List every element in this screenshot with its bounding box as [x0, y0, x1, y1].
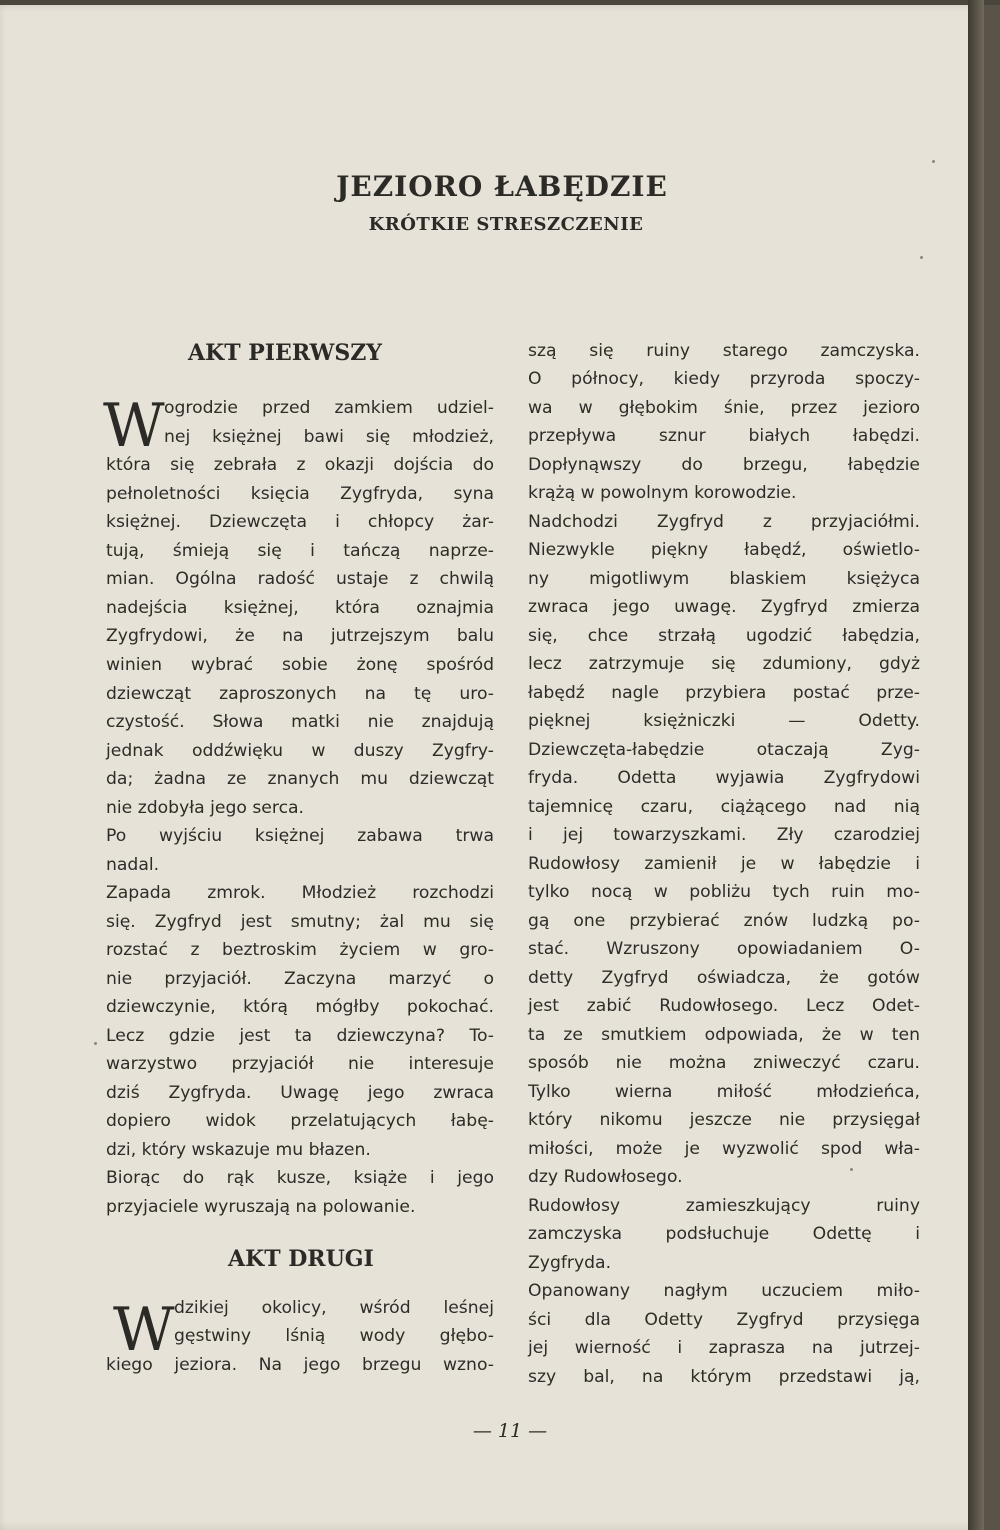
paper-speck	[932, 160, 935, 163]
page-number: — 11 —	[472, 1420, 548, 1442]
text-line: miłości, może je wyzwolić spod wła-	[528, 1139, 920, 1159]
text-line: Nadchodzi Zygfryd z przyjaciółmi.	[528, 512, 920, 532]
text-line: kiego jeziora. Na jego brzegu wzno-	[106, 1355, 494, 1375]
text-line: dziś Zygfryda. Uwagę jego zwraca	[106, 1083, 494, 1103]
text-line: dzikiej okolicy, wśród leśnej	[174, 1298, 494, 1318]
text-line: przyjaciele wyruszają na polowanie.	[106, 1197, 416, 1217]
act-one-heading: AKT PIERWSZY	[188, 340, 382, 366]
text-line: wa w głębokim śnie, przez jezioro	[528, 398, 920, 418]
text-line: Opanowany nagłym uczuciem miło-	[528, 1281, 920, 1301]
text-line: jest zabić Rudowłosego. Lecz Odet-	[528, 996, 920, 1016]
text-line: krążą w powolnym korowodzie.	[528, 483, 797, 503]
text-line: Dopłynąwszy do brzegu, łabędzie	[528, 455, 920, 475]
paper-speck	[850, 1168, 853, 1171]
text-line: stać. Wzruszony opowiadaniem O-	[528, 939, 920, 959]
page-subtitle: KRÓTKIE STRESZCZENIE	[368, 214, 644, 235]
text-line: Zapada zmrok. Młodzież rozchodzi	[106, 883, 494, 903]
text-line: który nikomu jeszcze nie przysięgał	[528, 1110, 920, 1130]
text-line: ny migotliwym blaskiem księżyca	[528, 569, 920, 589]
text-line: ta ze smutkiem odpowiada, że w ten	[528, 1025, 920, 1045]
text-line: Tylko wierna miłość młodzieńca,	[528, 1082, 920, 1102]
text-line: da; żadna ze znanych mu dziewcząt	[106, 769, 494, 789]
text-line: rozstać z beztroskim życiem w gro-	[106, 940, 494, 960]
paper-speck	[94, 1042, 97, 1045]
text-line: warzystwo przyjaciół nie interesuje	[106, 1054, 494, 1074]
text-line: księżnej. Dziewczęta i chłopcy żar-	[106, 512, 494, 532]
text-line: nie zdobyła jego serca.	[106, 798, 305, 818]
paper-speck	[920, 256, 923, 259]
text-line: mian. Ogólna radość ustaje z chwilą	[106, 569, 494, 589]
text-line: która się zebrała z okazji dojścia do	[106, 455, 494, 475]
text-line: Zygfrydowi, że na jutrzejszym balu	[106, 626, 494, 646]
text-line: tajemnicę czaru, ciążącego nad nią	[528, 797, 920, 817]
text-line: pełnoletności księcia Zygfryda, syna	[106, 484, 494, 504]
text-line: szą się ruiny starego zamczyska.	[528, 341, 920, 361]
text-line: ogrodzie przed zamkiem udziel-	[164, 398, 494, 418]
text-line: Zygfryda.	[528, 1253, 612, 1273]
text-line: dziewcząt zaproszonych na tę uro-	[106, 684, 494, 704]
text-line: się, chce strzałą ugodzić łabędzia,	[528, 626, 920, 646]
text-line: jednak oddźwięku w duszy Zygfry-	[106, 741, 494, 761]
text-line: tują, śmieją się i tańczą naprze-	[106, 541, 494, 561]
text-line: detty Zygfryd oświadcza, że gotów	[528, 968, 920, 988]
act-one-dropcap: W	[103, 391, 165, 461]
act-two-heading: AKT DRUGI	[228, 1246, 374, 1272]
text-line: sposób nie można zniweczyć czaru.	[528, 1053, 920, 1073]
text-line: Dziewczęta-łabędzie otaczają Zyg-	[528, 740, 920, 760]
text-line: nadejścia księżnej, która oznajmia	[106, 598, 494, 618]
text-line: nie przyjaciół. Zaczyna marzyć o	[106, 969, 494, 989]
text-line: jej wierność i zaprasza na jutrzej-	[528, 1338, 920, 1358]
text-line: i jej towarzyszkami. Zły czarodziej	[528, 825, 920, 845]
text-line: tylko nocą w pobliżu tych ruin mo-	[528, 882, 920, 902]
text-line: Po wyjściu księżnej zabawa trwa	[106, 826, 494, 846]
text-line: fryda. Odetta wyjawia Zygfrydowi	[528, 768, 920, 788]
text-line: dziewczynie, którą mógłby pokochać.	[106, 997, 494, 1017]
text-line: przepływa sznur białych łabędzi.	[528, 426, 920, 446]
text-line: dzi, który wskazuje mu błazen.	[106, 1140, 371, 1160]
text-line: winien wybrać sobie żonę spośród	[106, 655, 494, 675]
page-title: JEZIORO ŁABĘDZIE	[336, 170, 668, 203]
text-line: zwraca jego uwagę. Zygfryd zmierza	[528, 597, 920, 617]
text-line: lecz zatrzymuje się zdumiony, gdyż	[528, 654, 920, 674]
text-line: dzy Rudowłosego.	[528, 1167, 683, 1187]
text-line: gęstwiny lśnią wody głębo-	[174, 1326, 494, 1346]
text-line: nadal.	[106, 855, 160, 875]
text-line: nej księżnej bawi się młodzież,	[164, 427, 494, 447]
text-line: Rudowłosy zamieszkujący ruiny	[528, 1196, 920, 1216]
act-two-dropcap: W	[113, 1295, 175, 1365]
page-top-edge	[0, 0, 1000, 5]
text-line: zamczyska podsłuchuje Odettę i	[528, 1224, 920, 1244]
text-line: się. Zygfryd jest smutny; żal mu się	[106, 912, 494, 932]
text-line: O północy, kiedy przyroda spoczy-	[528, 369, 920, 389]
text-line: czystość. Słowa matki nie znajdują	[106, 712, 494, 732]
text-line: Lecz gdzie jest ta dziewczyna? To-	[106, 1026, 494, 1046]
text-line: pięknej księżniczki — Odetty.	[528, 711, 920, 731]
text-line: ści dla Odetty Zygfryd przysięga	[528, 1310, 920, 1330]
text-line: szy bal, na którym przedstawi ją,	[528, 1367, 920, 1387]
text-line: Rudowłosy zamienił je w łabędzie i	[528, 854, 920, 874]
text-line: Niezwykle piękny łabędź, oświetlo-	[528, 540, 920, 560]
text-line: dopiero widok przelatujących łabę-	[106, 1111, 494, 1131]
text-line: gą one przybierać znów ludzką po-	[528, 911, 920, 931]
text-line: łabędź nagle przybiera postać prze-	[528, 683, 920, 703]
text-line: Biorąc do rąk kusze, książe i jego	[106, 1168, 494, 1188]
